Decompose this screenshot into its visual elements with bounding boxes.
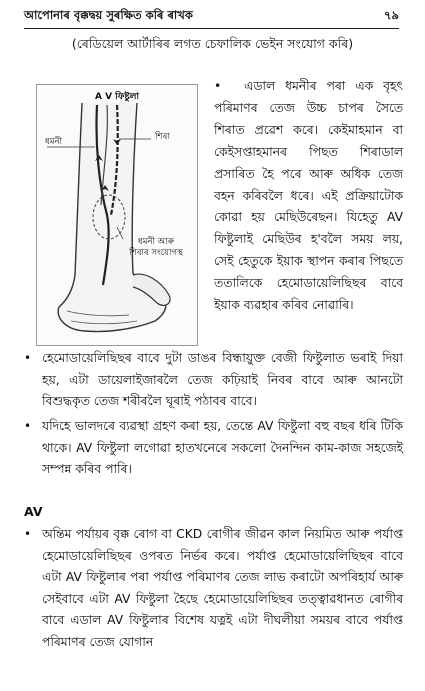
page-number: ৭৯ [384,7,399,22]
bullet-1-text: এডাল ধমনীৰ পৰা এক বৃহৎ পৰিমাণৰ তেজ উচ্চ চাপৰ সৈতে শিৰাত প্ৰৱেশ কৰে। কেইমাহমান বা কেইসপ্তাহমানৰ পিছত শিৰাডাল প্ৰসাৰিত হৈ পৰে আৰু অধিক তেজ বহন কৰিবলৈ ধৰে। এই প্ৰক্ৰিয়াটোক কোৱা হয় মেছিউৰেছন। যিহেতু AV ফিষ্টুলাই মেছিউৰ হ'বলৈ সময় লয়, সেই হেতুকে ইয়াক স্থাপন কৰাৰ পিছতে ততালিকে হেমোডায়েলিছিছৰ বাবে ইয়াক ব্যৱহাৰ কৰিব নোৱাৰি। [214,79,403,313]
label-vein: শিৰা [155,132,170,142]
label-artery: ধমনী [45,137,62,147]
header-title: আপোনাৰ বৃক্কদ্বয় সুৰক্ষিত কৰি ৰাখক [24,7,193,22]
bullet-4-text: অন্তিম পৰ্যায়ৰ বৃক্ক ৰোগ বা CKD ৰোগীৰ জীৱন কাল নিয়মিত আৰু পৰ্যাপ্ত হেমোডায়েলিছিছৰ ওপৰত নিৰ্ভৰ কৰে। পৰ্যাপ্ত হেমোডায়েলিছিছৰ বাবে এটা AV ফিষ্টুলাৰ পৰা পৰ্যাপ্ত পৰিমাণৰ তেজ লাভ কৰাটো অপৰিহাৰ্য আৰু সেইবাবে এটা AV ফিষ্টুলা হৈছে হেমোডায়েলিছিছৰ তত্ত্বাৱধানত ৰোগীৰ বাবে এডাল AV ফিষ্টুলাৰ বিশেষ যত্নই এটা দীঘলীয়া সময়ৰ বাবে পৰ্যাপ্ত পৰিমাণৰ তেজ যোগান [42,527,403,649]
section-heading: AV [24,504,43,519]
figure-title: A V ফিষ্টুলা [94,92,140,102]
bullet-dot: • [214,79,222,93]
av-fistula-figure [36,84,198,346]
bullet-item-4 [24,524,403,654]
label-junction-line-2: শিৰাৰ সংযোগস্থ [129,248,183,258]
header-divider [24,28,399,29]
bullet-item-1 [214,76,403,317]
label-junction [121,237,191,259]
bullet-dot: • [24,419,32,433]
arm-illustration [37,85,197,345]
bullet-dot: • [24,527,32,541]
bullet-3-text: যদিহে ভালদৰে ব্যৱস্থা গ্ৰহণ কৰা হয়, তেন্তে AV ফিষ্টুলা বহু বছৰ ধৰি টিকি থাকে। AV ফিষ্টুলা লগোৱা হাতখনেৰে সকলো দৈনন্দিন কাম-কাজ সহজেই সম্পন্ন কৰিব পাৰি। [42,419,403,477]
bullet-item-2 [24,348,403,413]
bullet-2-text: হেমোডায়েলিছিছৰ বাবে দুটা ডাঙৰ বিন্ধায়ুক্ত বেজী ফিষ্টুলাত ভৰাই দিয়া হয়, এটা ডায়েলাইজাৰলৈ তেজ কঢ়িয়াই নিবৰ বাবে আৰু আনটো বিশুদ্ধকৃত তেজ শৰীৰলৈ ঘূৰাই পঠাবৰ বাবে। [42,351,403,409]
bullet-item-3 [24,416,403,481]
bullet-dot: • [24,351,32,365]
label-junction-line-1: ধমনী আৰু [137,237,174,247]
figure-subtitle: (ৰেডিয়েল আৰ্টাৰিৰ লগত চেফালিক ভেইন সংযোগ কৰি) [71,36,354,51]
running-header [24,6,399,26]
